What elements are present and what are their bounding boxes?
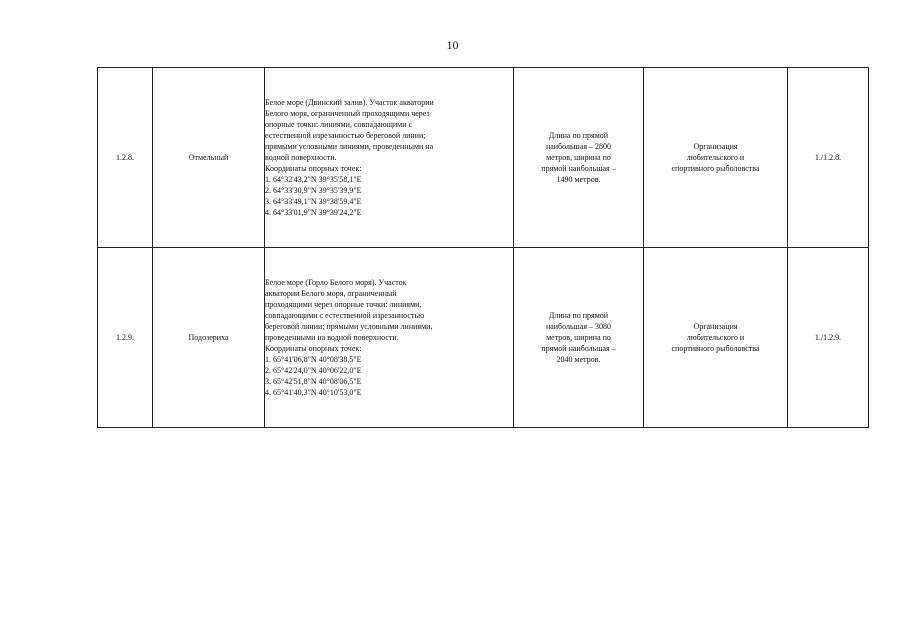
coordinate-point: 1. 65°41'06,8"N 40°08'38,5"E	[265, 355, 362, 364]
size-line: 2040 метров.	[556, 355, 601, 364]
description-line: совпадающими с естественной изрезанностью	[265, 311, 425, 320]
description-line: акватории Белого моря, ограниченный	[265, 289, 397, 298]
description-line: Белое море (Двинский залив). Участок акватории	[265, 98, 434, 107]
coordinate-point: 2. 65°42'24,0"N 40°06'22,0"E	[265, 366, 362, 375]
fishing-areas-table	[97, 67, 869, 428]
area-description	[265, 68, 514, 248]
size-line: Длина по прямой	[548, 131, 609, 140]
row-number: 1.2.9.	[98, 248, 153, 428]
size-line: метров, ширина по	[546, 333, 611, 342]
coordinate-point: 1. 64°32'43,2"N 39°35'58,1"E	[265, 175, 362, 184]
size-line: прямой наибольшая –	[541, 344, 616, 353]
purpose-line: Организация	[693, 322, 738, 331]
table-row	[98, 68, 869, 248]
coordinates-heading: Координаты опорных точек:	[265, 344, 362, 353]
area-reference: 1./1.2.8.	[788, 68, 869, 248]
coordinates-heading: Координаты опорных точек:	[265, 164, 362, 173]
description-line: опорные точки: линиями, совпадающими с	[265, 120, 413, 129]
purpose-line: спортивного рыболовства	[671, 344, 760, 353]
area-reference: 1./1.2.9.	[788, 248, 869, 428]
purpose-line: спортивного рыболовства	[671, 164, 760, 173]
description-line: Белое море (Горло Белого моря). Участок	[265, 278, 407, 287]
description-line: естественной изрезанностью береговой линии;	[265, 131, 426, 140]
size-line: наибольшая – 2800	[545, 142, 612, 151]
purpose-line: любительского и	[686, 153, 745, 162]
area-name: Подозериха	[153, 248, 265, 428]
size-line: наибольшая – 3080	[545, 322, 612, 331]
row-number: 1.2.8.	[98, 68, 153, 248]
purpose-line: любительского и	[686, 333, 745, 342]
area-size	[514, 248, 644, 428]
coordinate-point: 3. 64°33'49,1"N 39°38'59,4"E	[265, 197, 362, 206]
purpose-line: Организация	[693, 142, 738, 151]
table-row	[98, 248, 869, 428]
coordinate-point: 2. 64°33'30,9"N 39°35'39,9"E	[265, 186, 362, 195]
size-line: Длина по прямой	[548, 311, 609, 320]
coordinate-point: 4. 65°41'40,3"N 40°10'53,0"E	[265, 388, 362, 397]
description-line: прямыми условными линиями, проведенными на	[265, 142, 434, 151]
size-line: 1490 метров.	[556, 175, 601, 184]
area-purpose	[644, 68, 788, 248]
description-line: проходящими через опорные точки: линиями,	[265, 300, 422, 309]
size-line: прямой наибольшая –	[541, 164, 616, 173]
description-line: береговой линии; прямыми условными линиями,	[265, 322, 433, 331]
description-line: проведенными на водной поверхности.	[265, 333, 399, 342]
description-line: Белого моря, ограниченный проходящими через	[265, 109, 430, 118]
coordinate-point: 3. 65°42'51,8"N 40°08'06,5"E	[265, 377, 362, 386]
page-number: 10	[446, 38, 459, 52]
area-purpose	[644, 248, 788, 428]
area-size	[514, 68, 644, 248]
description-line: водной поверхности.	[265, 153, 337, 162]
area-name: Отмельный	[153, 68, 265, 248]
area-description	[265, 248, 514, 428]
size-line: метров, ширина по	[546, 153, 611, 162]
coordinate-point: 4. 64°33'01,9"N 39°39'24,2"E	[265, 208, 362, 217]
